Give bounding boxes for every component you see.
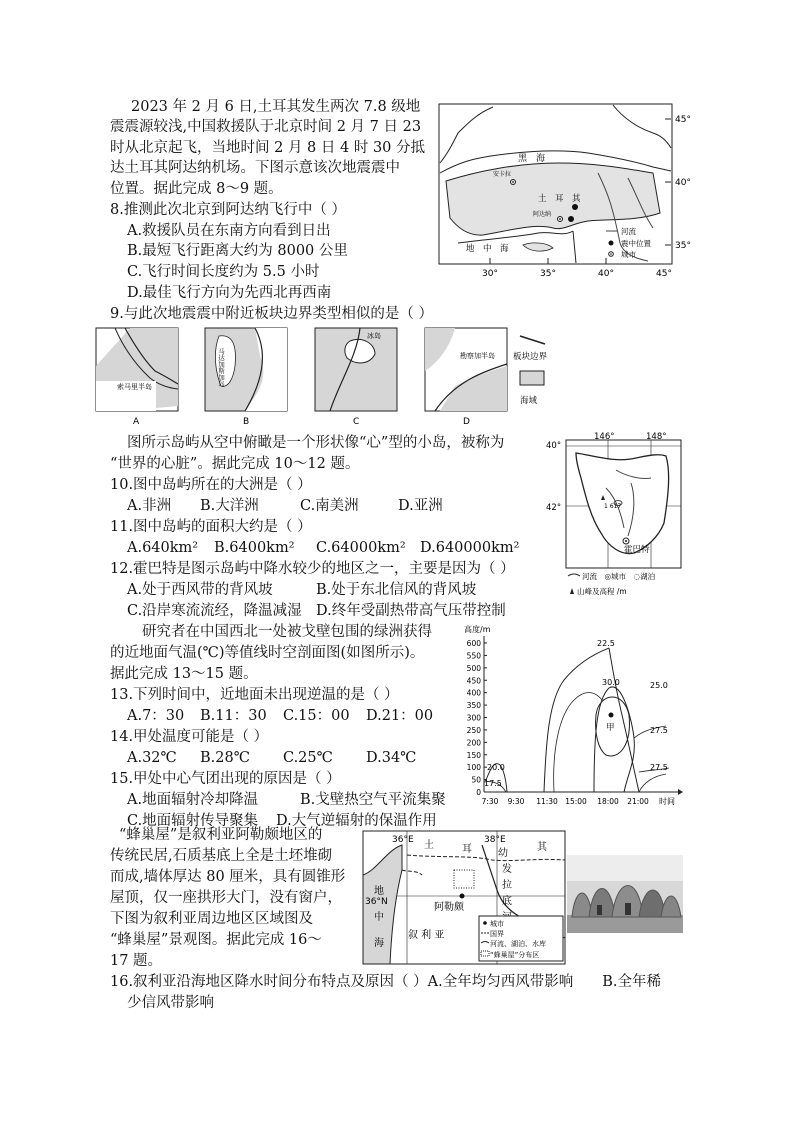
lat-40: 40° (675, 178, 691, 188)
isotherm-chart (454, 620, 689, 808)
intro2-line-2: “世界的心脏”。据此完成 10～12 题。 (110, 456, 360, 472)
aleppo-label: 阿勒颇 (434, 902, 464, 913)
med-label-2: 中 (374, 912, 384, 923)
q10-stem: 10.图中岛屿所在的大洲是（ ） (110, 477, 312, 493)
y-tick-label: 600 (466, 639, 481, 648)
intro3-line-2: 的近地面气温(℃)等值线时空剖面图(如图所示)。 (110, 645, 425, 661)
med-label-1: 地 (374, 886, 384, 897)
q9-d-caption: D (463, 417, 470, 427)
syria-map (362, 830, 567, 966)
q10-option-a: A.非洲 (127, 498, 172, 514)
intro1-line-3: 时从北京起飞，当地时间 2 月 8 日 4 时 30 分抵 (110, 140, 425, 156)
euphrates-char-1: 幼 (498, 848, 508, 859)
q12-option-a: A.处于西风带的背风坡 (127, 582, 273, 598)
intro1-line-1: 2023 年 2 月 6 日,土耳其发生两次 7.8 级地 (131, 99, 421, 115)
contour-label-27-5-b: 27.5 (650, 763, 668, 772)
q16-line-2: 少信风带影响 (127, 995, 214, 1011)
q13-option-b: B.11：30 (200, 708, 267, 724)
q14-stem: 14.甲处温度可能是（ ） (110, 729, 269, 745)
legend-city: 城市 (490, 920, 504, 928)
point-jia (609, 713, 614, 718)
q14-option-b: B.28℃ (200, 750, 250, 766)
lat-40: 40° (546, 441, 562, 451)
q14-option-c: C.25℃ (283, 750, 333, 766)
intro2-line-1: 图所示岛屿从空中俯瞰是一个形状像“心”型的小岛，被称为 (127, 435, 505, 451)
q8-option-c: C.飞行时间长度约为 5.5 小时 (127, 264, 320, 280)
y-tick-label: 200 (466, 738, 481, 748)
q15-option-b: B.戈壁热空气平流集聚 (300, 792, 446, 808)
lon-38e: 38°E (484, 835, 506, 845)
x-tick-label: 7:30 (481, 797, 499, 806)
q12-option-b: B.处于东北信风的背风坡 (316, 582, 477, 598)
epicenter-2 (568, 216, 574, 222)
q11-option-b: B.6400km² (214, 540, 295, 556)
euphrates-char-3: 拉 (502, 880, 512, 891)
q11-option-a: A.640km² (127, 540, 199, 556)
lat-42: 42° (546, 503, 562, 513)
ankara-label: 安卡拉 (493, 171, 512, 178)
contour-label-27-5-a: 27.5 (650, 726, 668, 735)
hobart-label: 霍巴特 (624, 545, 650, 555)
contour-label-22-5: 22.5 (597, 639, 615, 648)
intro1-line-5: 位置。据此完成 8～9 题。 (110, 181, 283, 197)
intro4-line-3: 而成,墙体厚达 80 厘米，具有圆锥形 (110, 869, 346, 885)
lon-45: 45° (656, 269, 672, 279)
q9-a-caption: A (133, 417, 140, 427)
tasmania-map (546, 428, 691, 598)
intro4-line-5: 下图为叙利亚周边地区区域图及 (110, 911, 313, 927)
q9-b-label: 马达加斯加岛 (217, 348, 225, 387)
q15-option-c: C.地面辐射传导聚集 (127, 813, 259, 829)
q12-option-d: D.终年受副热带高气压带控制 (316, 603, 506, 619)
lat-36n: 36°N (365, 897, 388, 907)
q13-option-c: C.15：00 (283, 708, 350, 724)
y-tick-label: 550 (466, 651, 481, 661)
q16-line-1: 16.叙利亚沿海地区降水时间分布特点及原因（ ）A.全年均匀西风带影响 B.全年稀 (110, 974, 662, 990)
tasmania-legend-1: 河流 ◎城市 ◌湖泊 (582, 572, 656, 581)
q8-option-b: B.最短飞行距离大约为 8000 公里 (127, 243, 348, 259)
turkey-char-1: 土 (424, 840, 434, 851)
euphrates-char-4: 底 (502, 896, 512, 907)
intro1-line-4: 达土耳其阿达纳机场。下图示意该次地震震中 (110, 160, 400, 176)
peak-elevation: 1 617 (604, 503, 622, 510)
lon-148: 148° (646, 432, 667, 442)
black-sea-label: 黑 海 (518, 154, 546, 164)
beehive-house-photo (567, 855, 683, 933)
legend-city: 城市 (621, 250, 636, 259)
q15-stem: 15.甲处中心气团出现的原因是（ ） (110, 771, 341, 787)
med-sea-label: 地 中 海 (466, 244, 509, 254)
q13-stem: 13.下列时间中，近地面未出现逆温的是（ ） (110, 687, 399, 703)
q9-c-label: 冰岛 (367, 332, 381, 340)
turkey-label: 土 耳 其 (538, 194, 581, 204)
lon-146: 146° (594, 432, 615, 442)
q9-figure (95, 326, 595, 428)
contour-label-25: 25.0 (650, 681, 668, 690)
tasmania-legend-2: 山峰及高程 /m (577, 587, 627, 596)
turkey-map (438, 103, 691, 281)
legend-river: 河流 (621, 227, 636, 236)
y-tick-label: 500 (466, 663, 481, 673)
q8-stem: 8.推测此次北京到阿达纳飞行中（ ） (110, 202, 346, 218)
q9-stem: 9.与此次地震震中附近板块边界类型相似的是（ ） (110, 306, 433, 322)
lon-40: 40° (598, 269, 614, 279)
q13-option-a: A.7：30 (127, 708, 185, 724)
y-tick-label: 400 (466, 688, 481, 698)
y-tick-label: 0 (476, 788, 481, 797)
x-tick-label: 9:30 (507, 797, 525, 806)
intro4-line-2: 传统民居,石质基底上全是土坯堆砌 (110, 848, 333, 864)
q13-option-d: D.21：00 (366, 708, 434, 724)
legend-epicenter: 震中位置 (621, 239, 651, 248)
intro3-line-1: 研究者在中国西北一处被戈壁包围的绿洲获得 (142, 624, 432, 640)
lat-45: 45° (675, 115, 691, 125)
intro4-line-1: “蜂巢屋”是叙利亚阿勒颇地区的 (119, 827, 323, 843)
chart-ylabel: 高度/m (464, 625, 491, 634)
intro4-line-4: 屋顶，仅一座拱形大门，没有窗户， (110, 890, 342, 906)
y-tick-label: 50 (471, 775, 481, 785)
lon-30: 30° (482, 269, 498, 279)
legend-beehive-area: “蜂巢屋”分布区 (490, 951, 540, 959)
q14-option-d: D.34℃ (366, 750, 417, 766)
q9-b-caption: B (243, 417, 250, 427)
q9-a-label: 索马里半岛 (117, 383, 152, 391)
q8-option-a: A.救援队员在东南方向看到日出 (127, 223, 331, 239)
lat-35: 35° (675, 241, 691, 251)
q10-option-b: B.大洋洲 (200, 498, 259, 514)
turkey-char-2: 耳 (462, 844, 472, 855)
q12-option-c: C.沿岸寒流流经，降温减湿 (127, 603, 302, 619)
q15-option-a: A.地面辐射冷却降温 (127, 792, 259, 808)
y-tick-label: 300 (466, 713, 481, 723)
adana-label: 阿达纳 (533, 211, 552, 218)
turkey-char-3: 其 (537, 842, 547, 853)
x-tick-label: 21:00 (627, 797, 649, 806)
q15-option-d: D.大气逆辐射的保温作用 (276, 813, 437, 829)
y-tick-label: 250 (466, 725, 481, 735)
med-label-3: 海 (374, 938, 384, 949)
y-tick-label: 450 (466, 676, 481, 686)
contour-label-17-5: 17.5 (484, 779, 502, 788)
legend-sea: 海域 (520, 396, 538, 406)
lon-36e: 36°E (392, 835, 414, 845)
q11-option-c: C.64000km² (316, 540, 406, 556)
epicenter-1 (572, 204, 578, 210)
q12-stem: 12.霍巴特是图示岛屿中降水较少的地区之一，主要是因为（ ） (110, 561, 515, 577)
legend-border: 国界 (490, 930, 504, 938)
y-tick-label: 100 (466, 763, 481, 773)
y-tick-label: 150 (466, 750, 481, 760)
point-jia-label: 甲 (606, 723, 615, 733)
intro1-line-2: 震震源较浅,中国救援队于北京时间 2 月 7 日 23 (110, 119, 422, 135)
legend-boundary: 板块边界 (513, 352, 548, 362)
intro3-line-3: 据此完成 13～15 题。 (110, 666, 258, 682)
q10-option-c: C.南美洲 (300, 498, 359, 514)
contour-label-30: 30.0 (602, 678, 620, 687)
lon-35: 35° (540, 269, 556, 279)
syria-label: 叙 利 亚 (408, 930, 445, 941)
q14-option-a: A.32℃ (127, 750, 177, 766)
x-tick-label: 18:00 (597, 797, 619, 806)
q10-option-d: D.亚洲 (398, 498, 443, 514)
intro4-line-7: 17 题。 (110, 953, 163, 969)
q11-stem: 11.图中岛屿的面积大约是（ ） (110, 519, 312, 535)
intro4-line-6: “蜂巢屋”景观图。据此完成 16～ (110, 932, 322, 948)
q8-option-d: D.最佳飞行方向为先西北再西南 (127, 285, 332, 301)
chart-xlabel: 时间 (659, 797, 675, 806)
y-tick-label: 350 (466, 701, 481, 711)
euphrates-char-2: 发 (502, 864, 512, 875)
q11-option-d: D.640000km² (420, 540, 520, 556)
legend-water: 河流、湖泊、水库 (490, 940, 546, 948)
q9-c-caption: C (353, 417, 360, 427)
x-tick-label: 15:00 (565, 797, 587, 806)
contour-label-20: 20.0 (487, 763, 505, 772)
q9-d-label: 勘察加半岛 (460, 352, 495, 360)
x-tick-label: 11:30 (536, 797, 558, 806)
